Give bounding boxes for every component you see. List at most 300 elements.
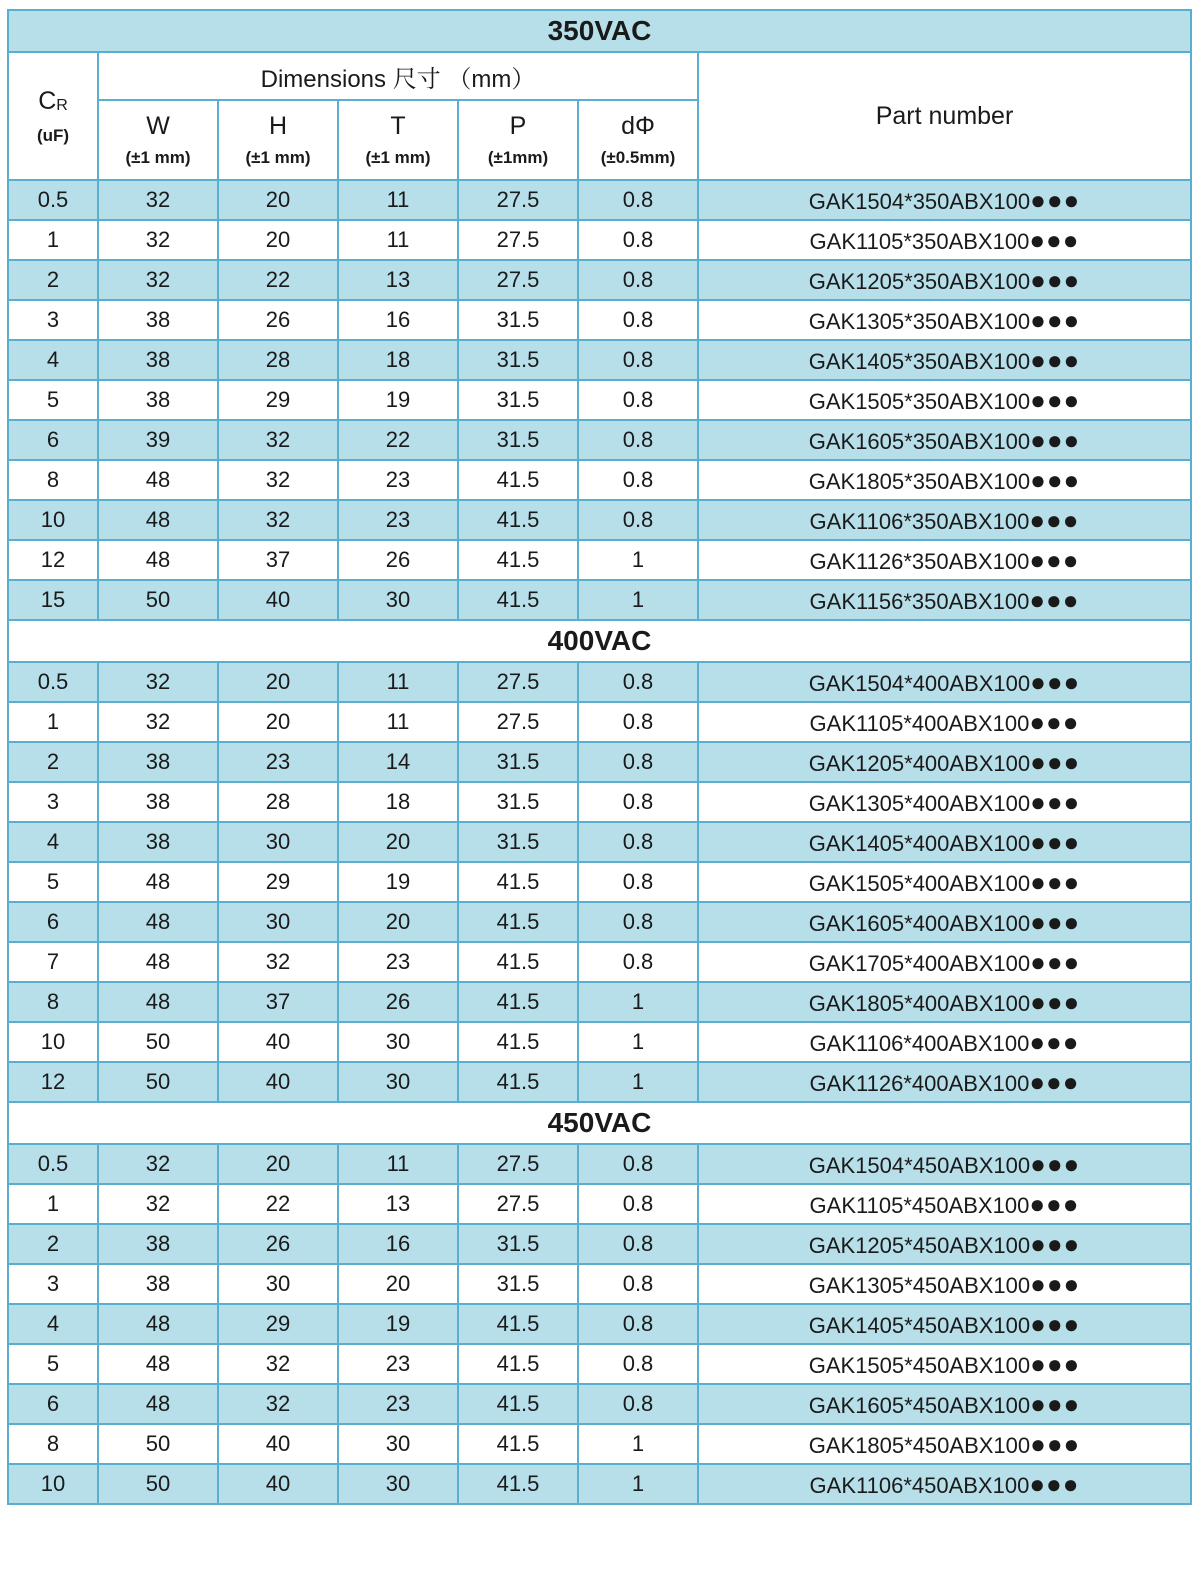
d-cell: 0.8 [578,1384,698,1424]
d-cell: 0.8 [578,260,698,300]
capacitance-cell: 2 [8,1224,98,1264]
part-number-cell [698,220,1191,260]
t-cell: 26 [338,982,458,1022]
capacitance-cell: 6 [8,902,98,942]
part-number-code: GAK1405*400ABX100 [808,830,1031,856]
part-suffix-dots: ●●● [1029,706,1080,737]
part-suffix-dots: ●●● [1029,584,1080,615]
h-cell: 29 [218,862,338,902]
table-row [8,1062,1191,1102]
p-cell: 41.5 [458,580,578,620]
t-cell: 11 [338,220,458,260]
w-cell: 50 [98,1022,218,1062]
w-cell: 48 [98,1384,218,1424]
p-cell: 31.5 [458,822,578,862]
section-title-row [8,620,1191,662]
part-number-code: GAK1504*350ABX100 [808,188,1031,214]
h-cell: 22 [218,1184,338,1224]
part-suffix-dots: ●●● [1030,344,1081,375]
capacitance-cell: 10 [8,1022,98,1062]
spec-table [7,9,1192,1505]
part-number-code: GAK1605*450ABX100 [808,1392,1031,1418]
part-suffix-dots: ●●● [1030,986,1081,1017]
t-cell: 19 [338,1304,458,1344]
capacitance-cell: 1 [8,702,98,742]
part-number-code: GAK1805*350ABX100 [808,468,1031,494]
w-cell: 48 [98,902,218,942]
p-cell: 41.5 [458,1022,578,1062]
part-number-code: GAK1505*400ABX100 [808,870,1031,896]
t-cell: 20 [338,822,458,862]
table-row [8,1304,1191,1344]
part-suffix-dots: ●●● [1029,544,1080,575]
p-cell: 41.5 [458,1304,578,1344]
d-cell: 0.8 [578,782,698,822]
p-cell: 41.5 [458,1424,578,1464]
part-number-code: GAK1305*350ABX100 [808,308,1031,334]
table-body [8,10,1191,1504]
part-number-cell [698,862,1191,902]
p-cell: 27.5 [458,260,578,300]
t-header [338,100,458,180]
capacitance-cell: 0.5 [8,1144,98,1184]
part-suffix-dots: ●●● [1029,224,1080,255]
part-suffix-dots: ●●● [1030,1388,1081,1419]
h-cell: 20 [218,662,338,702]
cr-unit: (uF) [36,126,70,145]
t-cell: 11 [338,1144,458,1184]
dimensions-header: Dimensions 尺寸 （mm） [98,52,698,100]
t-cell: 16 [338,1224,458,1264]
table-row [8,862,1191,902]
t-cell: 11 [338,702,458,742]
part-number-code: GAK1805*450ABX100 [808,1432,1031,1458]
part-number-code: GAK1405*350ABX100 [808,348,1031,374]
w-cell: 38 [98,742,218,782]
part-number-cell [698,580,1191,620]
part-number-cell [698,1022,1191,1062]
capacitance-cell: 8 [8,982,98,1022]
part-number-code: GAK1504*450ABX100 [808,1152,1031,1178]
p-cell: 27.5 [458,702,578,742]
part-number-code: GAK1105*350ABX100 [809,228,1030,254]
cr-subscript: R [56,97,68,114]
cr-symbol: $C_R$ [38,87,68,115]
part-number-code: GAK1205*400ABX100 [808,750,1031,776]
h-cell: 26 [218,1224,338,1264]
part-number-cell [698,420,1191,460]
part-number-cell [698,1464,1191,1504]
section-title: 400VAC [8,620,1191,662]
w-cell: 48 [98,862,218,902]
part-suffix-dots: ●●● [1030,184,1081,215]
table-row [8,420,1191,460]
part-suffix-dots: ●●● [1030,1148,1081,1179]
h-cell: 23 [218,742,338,782]
capacitance-cell: 6 [8,420,98,460]
p-cell: 41.5 [458,1464,578,1504]
table-row [8,500,1191,540]
t-cell: 18 [338,340,458,380]
part-number-code: GAK1605*400ABX100 [808,910,1031,936]
d-header [578,100,698,180]
d-cell: 0.8 [578,1184,698,1224]
table-row [8,340,1191,380]
t-cell: 30 [338,1424,458,1464]
part-number-code: GAK1106*400ABX100 [809,1030,1030,1056]
part-number-code: GAK1504*400ABX100 [808,670,1031,696]
part-suffix-dots: ●●● [1030,746,1081,777]
w-cell: 38 [98,340,218,380]
capacitance-cell: 4 [8,822,98,862]
w-cell: 38 [98,1224,218,1264]
p-cell: 27.5 [458,220,578,260]
d-cell: 0.8 [578,662,698,702]
part-number-cell [698,702,1191,742]
h-cell: 26 [218,300,338,340]
table-row [8,1144,1191,1184]
part-number-cell [698,822,1191,862]
table-row [8,460,1191,500]
section-title-row [8,1102,1191,1144]
part-suffix-dots: ●●● [1030,424,1081,455]
h-cell: 32 [218,460,338,500]
w-cell: 38 [98,300,218,340]
part-number-code: GAK1405*450ABX100 [808,1312,1031,1338]
d-cell: 1 [578,580,698,620]
part-number-cell [698,1062,1191,1102]
capacitance-cell: 4 [8,340,98,380]
p-cell: 27.5 [458,662,578,702]
part-number-cell [698,460,1191,500]
p-cell: 41.5 [458,982,578,1022]
part-number-cell [698,540,1191,580]
h-cell: 20 [218,702,338,742]
part-number-code: GAK1105*400ABX100 [809,710,1030,736]
part-suffix-dots: ●●● [1030,666,1081,697]
p-cell: 41.5 [458,902,578,942]
table-row [8,1022,1191,1062]
h-cell: 30 [218,822,338,862]
t-cell: 11 [338,180,458,220]
p-header [458,100,578,180]
d-cell: 0.8 [578,742,698,782]
p-cell: 31.5 [458,782,578,822]
capacitance-cell: 4 [8,1304,98,1344]
part-suffix-dots: ●●● [1030,304,1081,335]
table-row [8,1224,1191,1264]
h-cell: 32 [218,420,338,460]
p-cell: 31.5 [458,1224,578,1264]
part-number-cell [698,782,1191,822]
d-cell: 1 [578,1022,698,1062]
capacitance-cell: 15 [8,580,98,620]
part-number-cell [698,180,1191,220]
table-row [8,260,1191,300]
part-number-code: GAK1605*350ABX100 [808,428,1031,454]
h-cell: 40 [218,1424,338,1464]
p-tolerance: (±1mm) [487,148,549,167]
w-cell: 38 [98,1264,218,1304]
capacitance-cell: 0.5 [8,180,98,220]
table-row [8,982,1191,1022]
section-title: 350VAC [8,10,1191,52]
w-cell: 50 [98,580,218,620]
p-cell: 27.5 [458,1184,578,1224]
w-cell: 50 [98,1464,218,1504]
t-cell: 20 [338,902,458,942]
table-row [8,1464,1191,1504]
part-number-code: GAK1156*350ABX100 [809,588,1030,614]
p-cell: 31.5 [458,742,578,782]
d-cell: 0.8 [578,220,698,260]
p-cell: 41.5 [458,1384,578,1424]
capacitance-cell: 5 [8,380,98,420]
part-suffix-dots: ●●● [1030,1268,1081,1299]
part-number-code: GAK1705*400ABX100 [808,950,1031,976]
table-row [8,220,1191,260]
w-tolerance: (±1 mm) [125,148,191,167]
p-cell: 41.5 [458,500,578,540]
table-row [8,300,1191,340]
p-cell: 41.5 [458,1062,578,1102]
t-tolerance: (±1 mm) [365,148,431,167]
part-suffix-dots: ●●● [1030,906,1081,937]
h-symbol: H [268,112,288,140]
w-cell: 48 [98,942,218,982]
h-cell: 32 [218,1384,338,1424]
t-cell: 26 [338,540,458,580]
part-suffix-dots: ●●● [1030,464,1081,495]
h-header [218,100,338,180]
t-cell: 16 [338,300,458,340]
h-cell: 40 [218,1022,338,1062]
part-number-code: GAK1505*450ABX100 [808,1352,1031,1378]
part-number-code: GAK1305*400ABX100 [808,790,1031,816]
part-number-code: GAK1105*450ABX100 [809,1192,1030,1218]
w-header [98,100,218,180]
t-cell: 14 [338,742,458,782]
part-suffix-dots: ●●● [1029,1026,1080,1057]
t-cell: 19 [338,380,458,420]
h-cell: 28 [218,340,338,380]
part-suffix-dots: ●●● [1029,1188,1080,1219]
t-cell: 23 [338,942,458,982]
capacitance-cell: 12 [8,1062,98,1102]
d-cell: 1 [578,982,698,1022]
w-cell: 32 [98,1184,218,1224]
table-row [8,1184,1191,1224]
t-cell: 20 [338,1264,458,1304]
table-row [8,662,1191,702]
t-cell: 22 [338,420,458,460]
t-cell: 23 [338,1344,458,1384]
d-cell: 1 [578,1424,698,1464]
h-cell: 40 [218,580,338,620]
d-cell: 1 [578,540,698,580]
section-title-row [8,10,1191,52]
part-suffix-dots: ●●● [1029,1468,1080,1499]
h-cell: 32 [218,1344,338,1384]
header-row [8,52,1191,100]
d-cell: 0.8 [578,822,698,862]
w-cell: 48 [98,500,218,540]
w-cell: 50 [98,1424,218,1464]
capacitance-cell: 7 [8,942,98,982]
t-cell: 30 [338,1062,458,1102]
part-number-cell [698,742,1191,782]
capacitance-cell: 3 [8,1264,98,1304]
part-number-code: GAK1126*350ABX100 [809,548,1030,574]
p-cell: 41.5 [458,862,578,902]
d-cell: 0.8 [578,1224,698,1264]
capacitance-cell: 1 [8,1184,98,1224]
w-cell: 32 [98,180,218,220]
part-number-cell [698,982,1191,1022]
part-suffix-dots: ●●● [1030,264,1081,295]
capacitance-cell: 3 [8,782,98,822]
capacitance-cell: 5 [8,862,98,902]
part-suffix-dots: ●●● [1029,504,1080,535]
table-row [8,380,1191,420]
part-number-code: GAK1106*450ABX100 [809,1472,1030,1498]
capacitance-cell: 3 [8,300,98,340]
section-title: 450VAC [8,1102,1191,1144]
w-cell: 48 [98,1344,218,1384]
h-cell: 37 [218,982,338,1022]
part-number-cell [698,1224,1191,1264]
d-cell: 0.8 [578,1304,698,1344]
h-cell: 20 [218,220,338,260]
h-cell: 32 [218,942,338,982]
p-symbol: P [509,112,527,140]
p-cell: 31.5 [458,420,578,460]
part-number-cell [698,662,1191,702]
table-row [8,822,1191,862]
d-cell: 0.8 [578,340,698,380]
w-cell: 48 [98,1304,218,1344]
part-number-code: GAK1505*350ABX100 [808,388,1031,414]
h-cell: 37 [218,540,338,580]
part-suffix-dots: ●●● [1030,786,1081,817]
w-cell: 32 [98,260,218,300]
h-cell: 22 [218,260,338,300]
h-tolerance: (±1 mm) [245,148,311,167]
d-cell: 0.8 [578,1344,698,1384]
part-number-cell [698,500,1191,540]
table-row [8,1384,1191,1424]
w-symbol: W [146,112,170,140]
part-suffix-dots: ●●● [1030,1308,1081,1339]
h-cell: 30 [218,902,338,942]
p-cell: 31.5 [458,1264,578,1304]
part-suffix-dots: ●●● [1030,866,1081,897]
capacitance-cell: 0.5 [8,662,98,702]
w-cell: 32 [98,662,218,702]
part-number-code: GAK1205*450ABX100 [808,1232,1031,1258]
capacitance-cell: 10 [8,500,98,540]
part-number-cell [698,1144,1191,1184]
table-row [8,902,1191,942]
table-row [8,782,1191,822]
p-cell: 41.5 [458,942,578,982]
h-cell: 29 [218,380,338,420]
table-row [8,580,1191,620]
part-number-cell [698,380,1191,420]
table-row [8,1424,1191,1464]
capacitance-cell: 8 [8,1424,98,1464]
h-cell: 20 [218,1144,338,1184]
table-row [8,702,1191,742]
part-number-cell [698,1184,1191,1224]
t-cell: 13 [338,1184,458,1224]
capacitance-cell: 2 [8,742,98,782]
part-number-code: GAK1106*350ABX100 [809,508,1030,534]
part-number-header: Part number [698,52,1191,180]
t-cell: 18 [338,782,458,822]
w-cell: 48 [98,982,218,1022]
d-cell: 0.8 [578,862,698,902]
table-row [8,1264,1191,1304]
p-cell: 31.5 [458,340,578,380]
t-cell: 30 [338,1022,458,1062]
w-cell: 32 [98,1144,218,1184]
w-cell: 48 [98,460,218,500]
table-row [8,942,1191,982]
w-cell: 38 [98,822,218,862]
h-cell: 29 [218,1304,338,1344]
part-suffix-dots: ●●● [1030,1428,1081,1459]
part-suffix-dots: ●●● [1030,946,1081,977]
part-suffix-dots: ●●● [1030,1228,1081,1259]
capacitance-cell: 1 [8,220,98,260]
d-cell: 0.8 [578,1264,698,1304]
p-cell: 41.5 [458,460,578,500]
w-cell: 32 [98,220,218,260]
part-number-code: GAK1805*400ABX100 [808,990,1031,1016]
d-cell: 0.8 [578,380,698,420]
part-suffix-dots: ●●● [1030,384,1081,415]
p-cell: 31.5 [458,300,578,340]
t-symbol: T [390,112,406,140]
p-cell: 27.5 [458,1144,578,1184]
capacitance-cell: 12 [8,540,98,580]
capacitance-cell: 10 [8,1464,98,1504]
part-number-cell [698,902,1191,942]
h-cell: 28 [218,782,338,822]
table-row [8,742,1191,782]
t-cell: 19 [338,862,458,902]
p-cell: 31.5 [458,380,578,420]
d-cell: 0.8 [578,300,698,340]
part-number-code: GAK1305*450ABX100 [808,1272,1031,1298]
part-number-cell [698,1304,1191,1344]
table-row [8,1344,1191,1384]
w-cell: 39 [98,420,218,460]
capacitance-cell: 2 [8,260,98,300]
part-suffix-dots: ●●● [1030,1348,1081,1379]
t-cell: 23 [338,500,458,540]
part-number-code: GAK1126*400ABX100 [809,1070,1030,1096]
capacitance-cell: 6 [8,1384,98,1424]
part-number-code: GAK1205*350ABX100 [808,268,1031,294]
d-tolerance: (±0.5mm) [600,148,676,167]
w-cell: 32 [98,702,218,742]
h-cell: 20 [218,180,338,220]
p-cell: 27.5 [458,180,578,220]
h-cell: 30 [218,1264,338,1304]
cr-header [8,52,98,180]
